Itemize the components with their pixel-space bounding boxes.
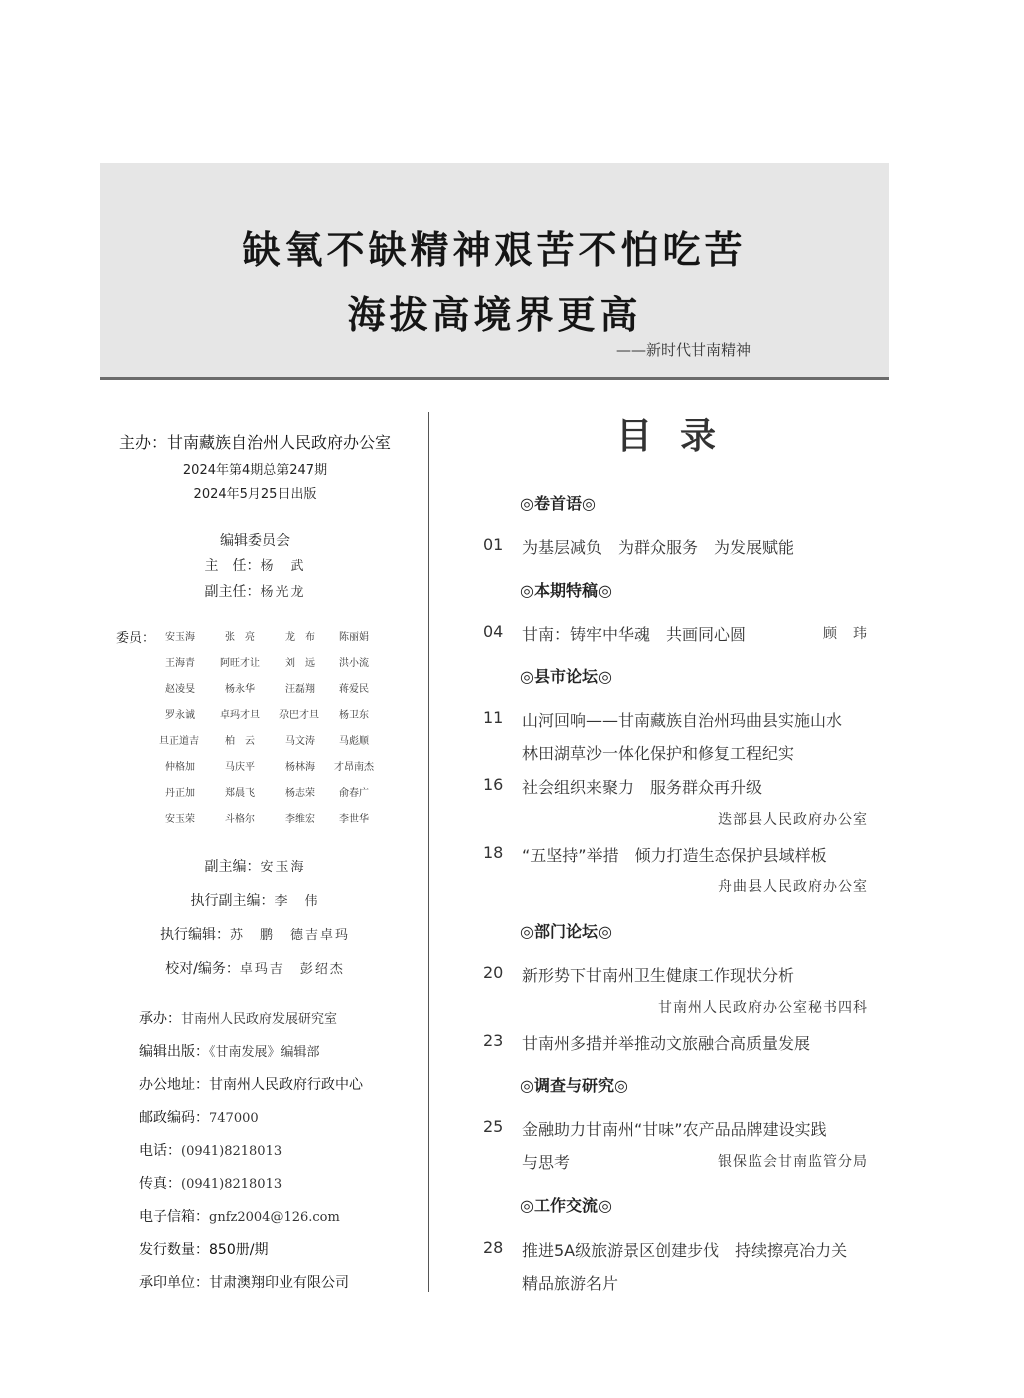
toc-entry-title[interactable]: 山河回响——甘南藏族自治州玛曲县实施山水 — [522, 711, 843, 730]
exec-deputy-editor-line — [100, 890, 410, 910]
slogan-source: ——新时代甘南精神 — [616, 341, 752, 359]
toc-entry-title[interactable]: 社会组织来聚力 服务群众再升级 — [522, 778, 763, 797]
issue-number: 2024年第4期总第247期 — [182, 463, 328, 478]
toc-entry-title[interactable]: 甘南：铸牢中华魂 共画同心圆 — [522, 625, 747, 644]
toc-section-heading: ◎县市论坛◎ — [520, 667, 612, 686]
info-value: 850册/期 — [209, 1242, 269, 1258]
proofreader-value: 卓玛吉 彭绍杰 — [239, 962, 345, 977]
exec-deputy-editor-label: 执行副主编： — [190, 893, 275, 909]
info-value: 《甘南发展》编辑部 — [209, 1045, 320, 1060]
member-name: 安玉海 — [165, 632, 195, 643]
member-name: 旦正道吉 — [159, 736, 199, 747]
info-value: 甘肃澳翔印业有限公司 — [209, 1275, 349, 1291]
toc-page-number: 18 — [483, 843, 504, 862]
toc-section-heading: ◎卷首语◎ — [520, 494, 596, 513]
toc-page-number: 25 — [483, 1117, 504, 1136]
toc-section-heading: ◎调查与研究◎ — [520, 1076, 628, 1095]
member-name: 马彪顺 — [339, 736, 369, 747]
toc-entry-author: 甘南州人民政府办公室秘书四科 — [658, 1000, 868, 1016]
info-value: (0941)8218013 — [181, 1144, 283, 1159]
member-name: 马文涛 — [285, 736, 315, 747]
member-name: 郑晨飞 — [225, 788, 255, 799]
member-name: 蒋爱民 — [339, 684, 369, 695]
toc-entry-title[interactable]: “五坚持”举措 倾力打造生态保护县域样板 — [522, 846, 827, 865]
member-name: 杨林海 — [285, 762, 315, 773]
member-name: 汪磊翔 — [285, 684, 315, 695]
info-label: 承印单位： — [139, 1275, 209, 1291]
member-name: 尕巴才旦 — [279, 710, 319, 721]
slogan-line-2: 海拔高境界更高 — [347, 292, 642, 337]
info-line — [139, 1239, 268, 1259]
info-line — [139, 1206, 340, 1226]
member-name: 罗永诚 — [165, 710, 195, 721]
info-line — [139, 1272, 349, 1292]
toc-page-number: 01 — [483, 535, 504, 554]
toc-entry-title[interactable]: 为基层减负 为群众服务 为发展赋能 — [522, 538, 795, 557]
toc-page-number: 23 — [483, 1031, 504, 1050]
director-value: 杨 武 — [260, 559, 306, 574]
member-name: 龙 布 — [285, 632, 315, 643]
member-name: 阿旺才让 — [220, 658, 260, 669]
member-name: 马庆平 — [225, 762, 255, 773]
member-name: 柏 云 — [225, 736, 255, 747]
toc-section-heading: ◎工作交流◎ — [520, 1196, 612, 1215]
member-name: 斗格尔 — [225, 814, 255, 825]
info-label: 办公地址： — [139, 1077, 209, 1093]
toc-entry-title[interactable]: 新形势下甘南州卫生健康工作现状分析 — [522, 966, 795, 985]
member-name: 赵凌旻 — [165, 684, 195, 695]
info-line — [139, 1041, 320, 1061]
member-name: 张 亮 — [225, 632, 255, 643]
member-name: 安玉荣 — [165, 814, 195, 825]
exec-editor-value: 苏 鹏 德吉卓玛 — [229, 928, 350, 943]
toc-entry-author: 顾 玮 — [823, 626, 868, 642]
organizer: 主办：甘南藏族自治州人民政府办公室 — [118, 433, 391, 452]
toc-section-heading: ◎本期特稿◎ — [520, 581, 612, 600]
toc-page-number: 04 — [483, 622, 504, 641]
toc-page-number: 11 — [483, 708, 504, 727]
toc-title: 目录 — [615, 415, 744, 457]
info-label: 电话： — [139, 1143, 181, 1159]
info-line — [139, 1140, 282, 1160]
info-value: 747000 — [209, 1111, 259, 1126]
exec-editor-label: 执行编辑： — [159, 927, 230, 943]
toc-entry-title-cont[interactable]: 林田湖草沙一体化保护和修复工程纪实 — [522, 744, 795, 763]
info-line — [139, 1008, 337, 1028]
toc-entry-title-cont[interactable]: 与思考 — [522, 1153, 571, 1172]
proofreader-label: 校对/编务： — [165, 961, 240, 977]
publish-date: 2024年5月25日出版 — [193, 487, 317, 502]
member-name: 李维宏 — [285, 814, 315, 825]
info-label: 发行数量： — [139, 1242, 209, 1258]
director-label: 主 任： — [204, 558, 261, 574]
info-line — [139, 1173, 282, 1193]
info-value: 甘南州人民政府行政中心 — [209, 1077, 363, 1093]
info-line — [139, 1074, 363, 1094]
deputy-editor-line — [100, 856, 410, 876]
toc-page-number: 28 — [483, 1238, 504, 1257]
banner-rule — [100, 377, 889, 380]
toc-entry-author: 舟曲县人民政府办公室 — [718, 879, 868, 895]
deputy-editor-label: 副主编： — [204, 859, 261, 875]
info-line — [139, 1107, 259, 1127]
toc-entry-title[interactable]: 金融助力甘南州“甘味”农产品品牌建设实践 — [522, 1120, 827, 1139]
exec-editor-line — [100, 924, 410, 944]
member-name: 刘 远 — [285, 658, 315, 669]
member-name: 俞春广 — [339, 788, 369, 799]
member-name: 丹正加 — [165, 788, 195, 799]
members-label: 委员： — [116, 631, 156, 646]
member-name: 杨卫东 — [339, 710, 369, 721]
info-label: 邮政编码： — [139, 1110, 209, 1126]
proofreader-line — [100, 958, 410, 978]
director-line — [100, 555, 410, 575]
toc-section-heading: ◎部门论坛◎ — [520, 922, 612, 941]
vice-director-line — [100, 581, 410, 601]
member-name: 仲格加 — [165, 762, 195, 773]
info-label: 电子信箱： — [139, 1209, 209, 1225]
info-label: 传真： — [139, 1176, 181, 1192]
toc-entry-title[interactable]: 推进5A级旅游景区创建步伐 持续擦亮冶力关 — [522, 1241, 848, 1260]
vice-director-value: 杨光龙 — [260, 585, 306, 600]
board-title: 编辑委员会 — [220, 533, 290, 549]
exec-deputy-editor-value: 李 伟 — [274, 894, 320, 909]
member-name: 陈丽娟 — [339, 632, 369, 643]
info-value: (0941)8218013 — [181, 1177, 283, 1192]
vice-director-label: 副主任： — [204, 584, 261, 600]
info-label: 承办： — [139, 1011, 181, 1027]
member-name: 才昂南杰 — [334, 762, 374, 773]
toc-entry-title-cont[interactable]: 精品旅游名片 — [522, 1274, 619, 1293]
toc-entry-author: 迭部县人民政府办公室 — [718, 812, 868, 828]
info-value: gnfz2004@126.com — [209, 1210, 340, 1225]
member-name: 王海青 — [165, 658, 195, 669]
toc-entry-author: 银保监会甘南监管分局 — [718, 1154, 868, 1170]
toc-page-number: 16 — [483, 775, 504, 794]
member-name: 李世华 — [339, 814, 369, 825]
column-divider — [428, 412, 429, 1292]
toc-page-number: 20 — [483, 963, 504, 982]
member-name: 卓玛才旦 — [220, 710, 260, 721]
toc-entry-title[interactable]: 甘南州多措并举推动文旅融合高质量发展 — [522, 1034, 811, 1053]
deputy-editor-value: 安玉海 — [260, 860, 306, 875]
slogan-line-1: 缺氧不缺精神艰苦不怕吃苦 — [242, 227, 747, 272]
info-label: 编辑出版： — [139, 1044, 209, 1060]
member-name: 杨志荣 — [285, 788, 315, 799]
member-name: 杨永华 — [225, 684, 255, 695]
info-value: 甘南州人民政府发展研究室 — [181, 1012, 338, 1027]
member-name: 洪小流 — [339, 658, 369, 669]
